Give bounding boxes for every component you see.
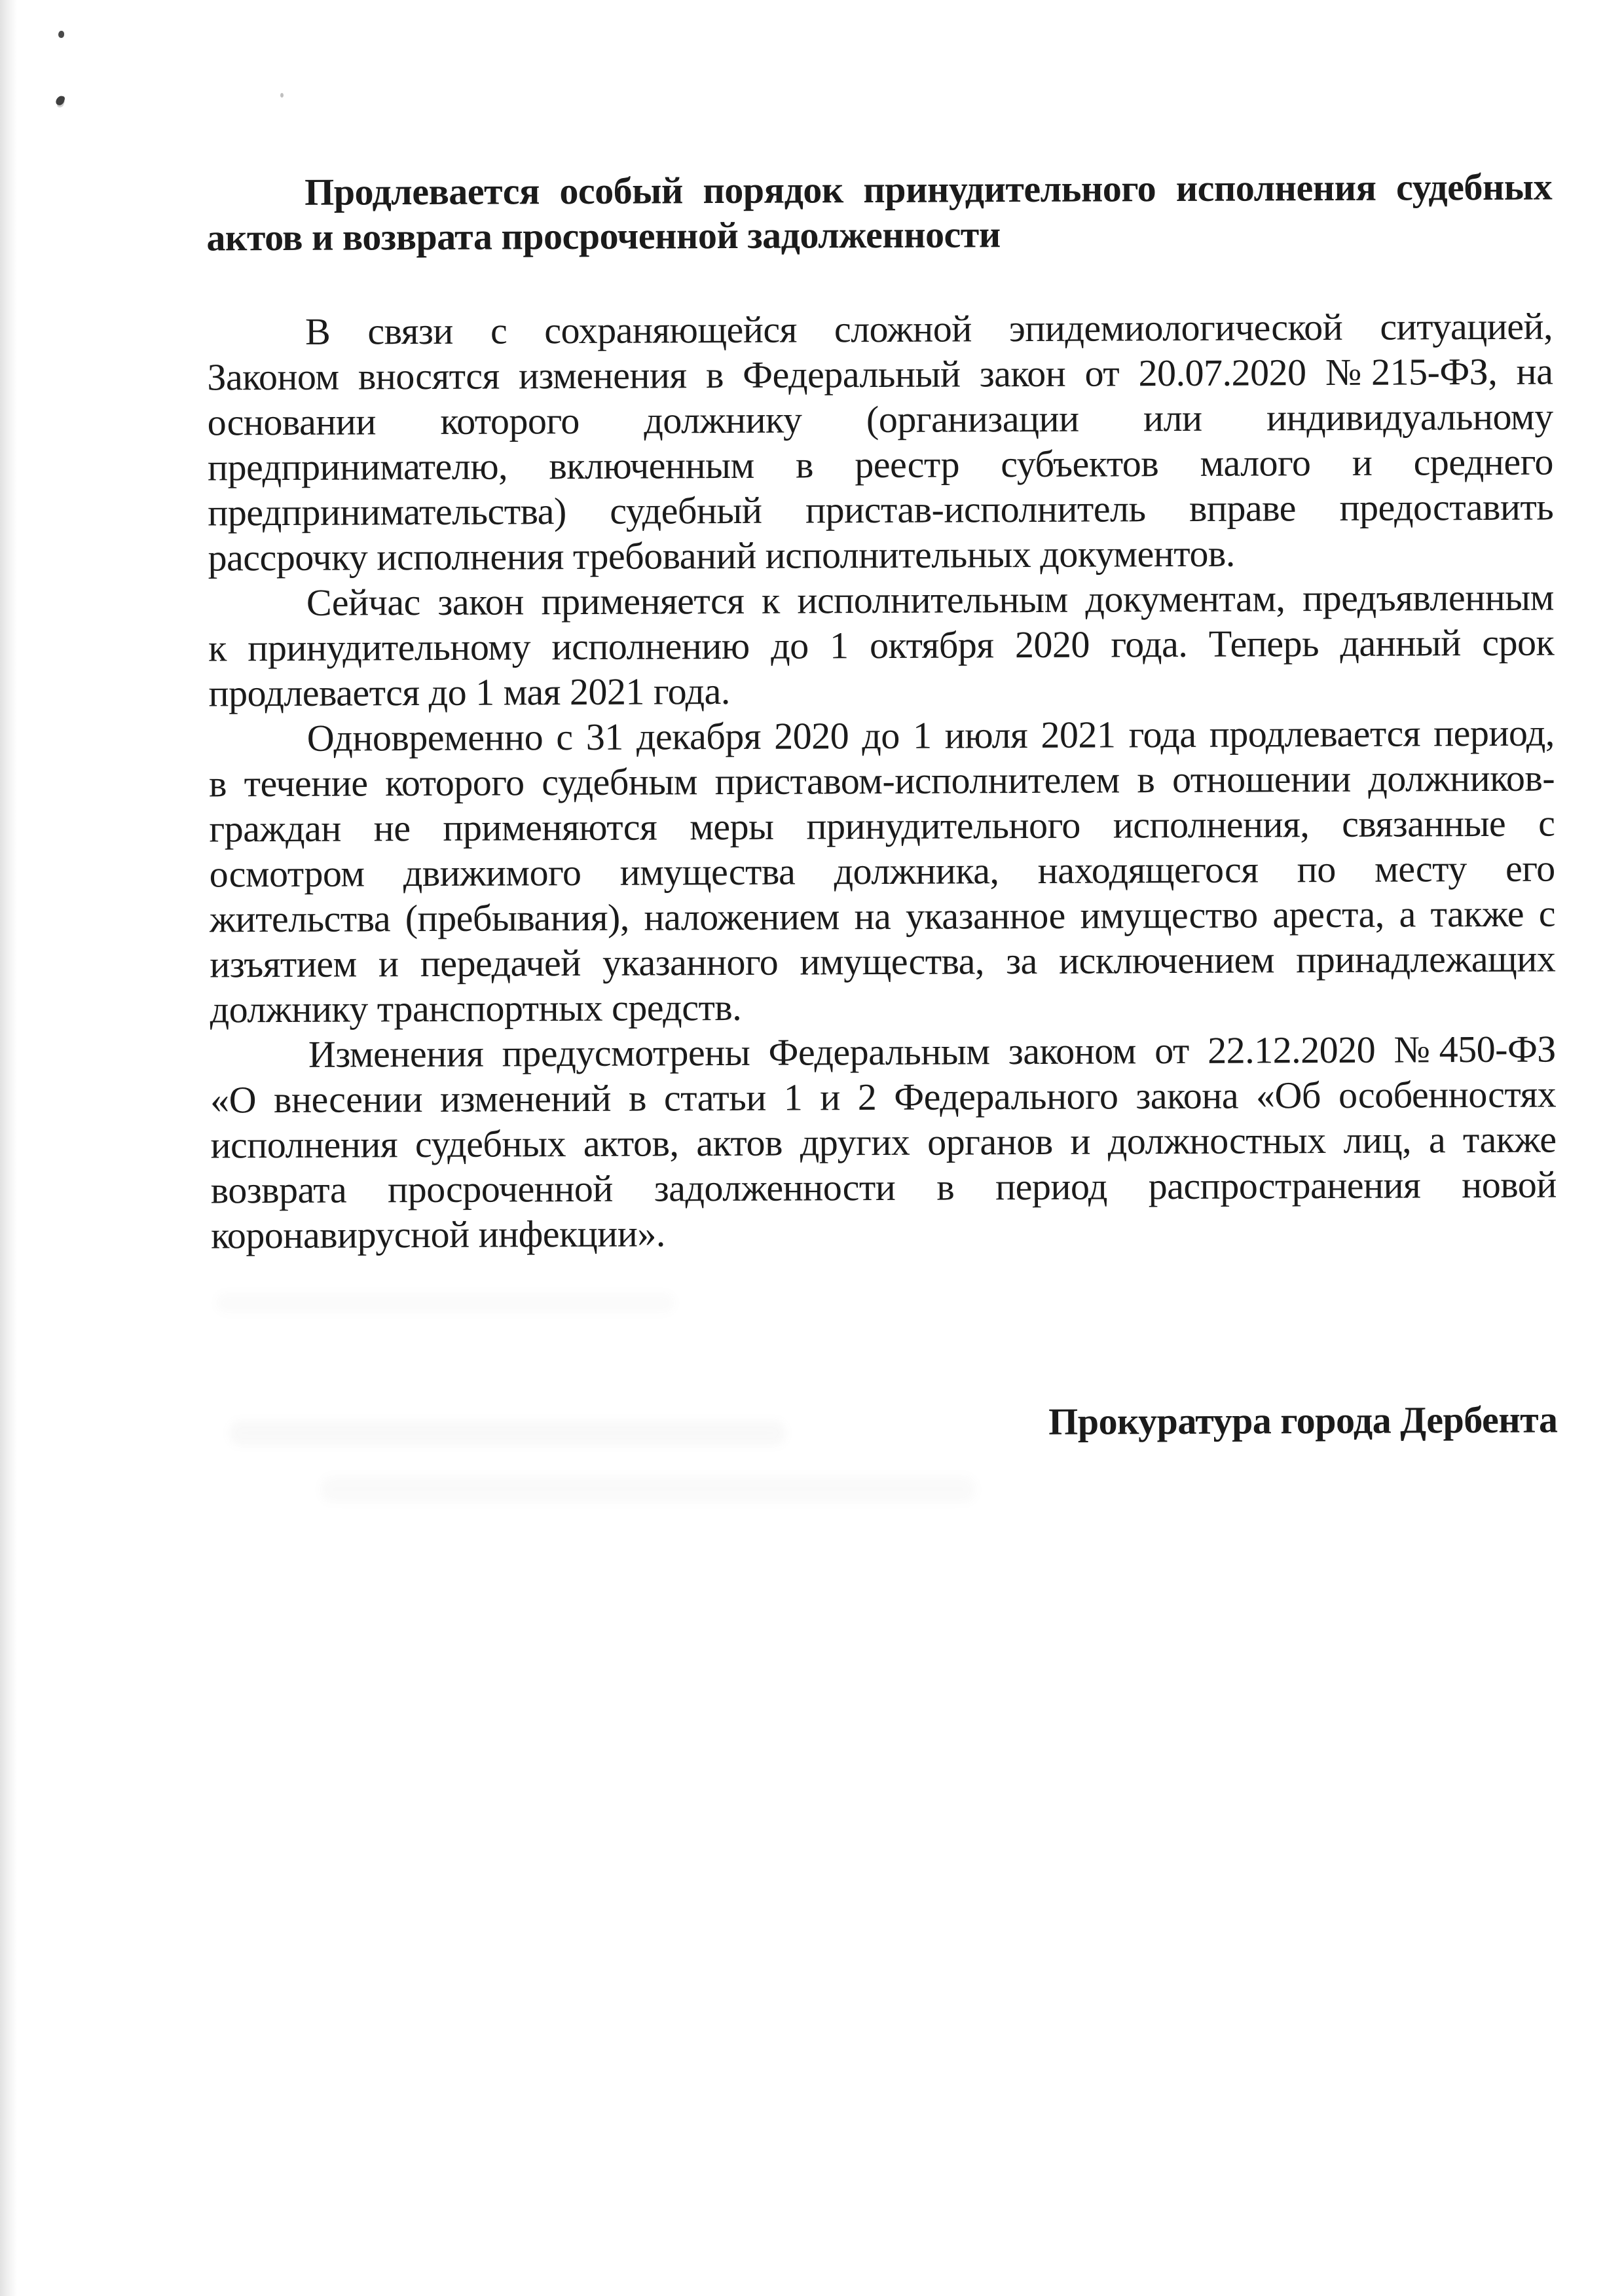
scan-artifact-dot	[280, 93, 284, 98]
paragraph	[207, 304, 1554, 581]
text-line: изъятием и передачей указанного имущества, за исключением принадлежащих	[210, 937, 1556, 986]
text-line: основании которого должнику (организации или индивидуальному	[207, 395, 1553, 444]
bleed-through-smudge	[321, 1476, 976, 1503]
text-line: исполнения судебных актов, актов других органов и должностных лиц, а также	[210, 1118, 1557, 1167]
scan-edge-shadow	[0, 0, 17, 2296]
text-line: предпринимателю, включенным в реестр субъектов малого и среднего	[207, 440, 1554, 489]
text-line: Продлевается особый порядок принудительного исполнения судебных	[304, 165, 1553, 213]
text-line: продлевается до 1 мая 2021 года.	[208, 670, 730, 715]
text-line: В связи с сохраняющейся сложной эпидемиологической ситуацией,	[304, 304, 1553, 353]
document-title	[206, 164, 1553, 261]
text-line: Изменения предусмотрены Федеральным законом от 22.12.2020 №450-ФЗ	[308, 1027, 1557, 1076]
paragraph	[209, 710, 1556, 1032]
paragraph	[208, 575, 1555, 716]
text-line: коронавирусной инфекции».	[210, 1212, 665, 1257]
signature: Прокуратура города Дербента	[1048, 1398, 1558, 1443]
text-line: осмотром движимого имущества должника, находящегося по месту его	[209, 847, 1555, 896]
text-line: Одновременно с 31 декабря 2020 до 1 июля 2021 года продлевается период,	[306, 711, 1555, 759]
text-line: возврата просроченной задолженности в период распространения новой	[210, 1163, 1557, 1212]
document-body	[206, 164, 1557, 1448]
text-line: «О внесении изменений в статьи 1 и 2 Федерального закона «Об особенностях	[210, 1072, 1557, 1121]
scan-artifact-dot	[58, 31, 64, 38]
text-line: рассрочку исполнения требований исполнительных документов.	[208, 532, 1235, 579]
text-line: Сейчас закон применяется к исполнительным документам, предъявленным	[306, 575, 1555, 624]
text-line: предпринимательства) судебный пристав-исполнитель вправе предоставить	[208, 485, 1554, 534]
text-line: в течение которого судебным приставом-исполнителем в отношении должников-	[208, 756, 1555, 805]
text-line: жительства (пребывания), наложением на указанное имущество ареста, а также с	[209, 892, 1556, 941]
text-line: должнику транспортных средств.	[210, 985, 742, 1031]
text-line: граждан не применяются меры принудительного исполнения, связанные с	[209, 801, 1555, 850]
text-line: Законом вносятся изменения в Федеральный закон от 20.07.2020 №215-ФЗ, на	[207, 350, 1553, 399]
text-line: актов и возврата просроченной задолженности	[206, 213, 1001, 259]
paragraph	[210, 1027, 1557, 1258]
text-line: к принудительному исполнению до 1 октября 2020 года. Теперь данный срок	[208, 621, 1555, 670]
scan-artifact-blob	[55, 95, 65, 107]
